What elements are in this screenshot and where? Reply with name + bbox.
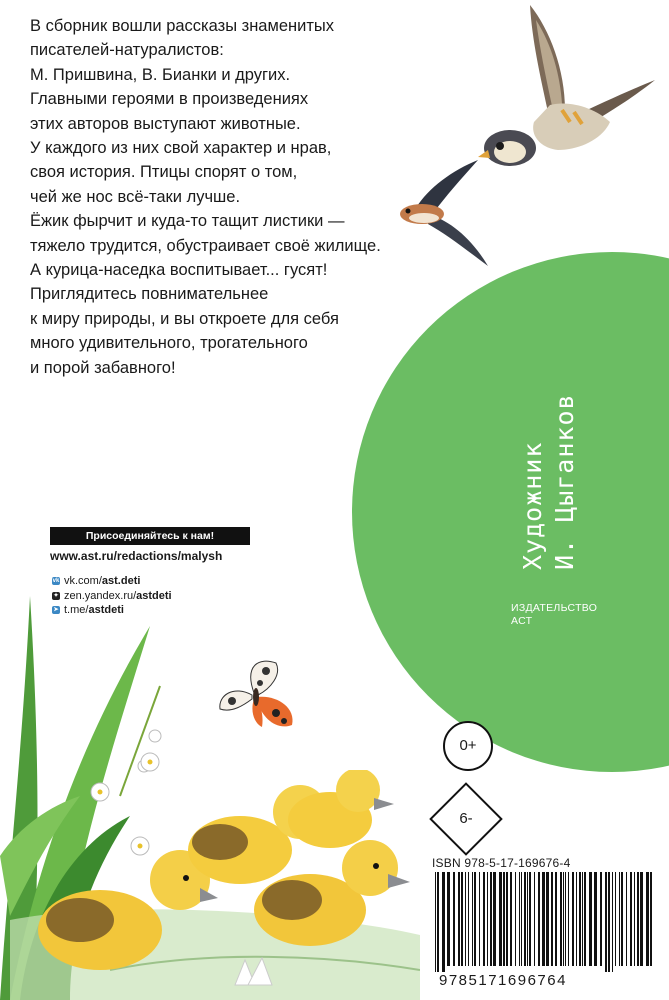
- barcode-bar: [458, 872, 460, 966]
- barcode-bar: [612, 872, 613, 972]
- website-link[interactable]: www.ast.ru/redactions/malysh: [50, 549, 223, 563]
- barcode-bar: [630, 872, 632, 966]
- publisher-line-2: АСТ: [511, 615, 533, 627]
- moth-illustration: [214, 655, 300, 735]
- barcode-bar: [472, 872, 473, 966]
- barcode-bar: [546, 872, 549, 966]
- ducklings-illustration: [10, 770, 420, 1000]
- barcode: [433, 872, 655, 972]
- barcode-bar: [646, 872, 649, 966]
- description-line: В сборник вошли рассказы знаменитых: [30, 17, 335, 35]
- description-line: чей же нос всё-таки лучше.: [30, 187, 241, 206]
- barcode-bar: [640, 872, 643, 966]
- barcode-bar: [579, 872, 581, 966]
- barcode-bar: [565, 872, 566, 966]
- barcode-bar: [435, 872, 436, 972]
- barcode-bar: [594, 872, 597, 966]
- barcode-bar: [490, 872, 492, 966]
- falcon-illustration: [470, 0, 660, 185]
- description-line: писателей-натуралистов:: [30, 41, 224, 60]
- barcode-bar: [474, 872, 476, 966]
- swallow-illustration: [398, 158, 498, 270]
- description-line: этих авторов выступают животные.: [30, 114, 301, 133]
- zen-icon: ✦: [53, 592, 59, 599]
- barcode-bar: [437, 872, 439, 972]
- barcode-bar: [534, 872, 535, 966]
- barcode-bar: [560, 872, 562, 966]
- barcode-bar: [442, 872, 445, 972]
- barcode-bar: [453, 872, 455, 966]
- age-rating-diamond-label: 6-: [459, 810, 473, 827]
- social-link-vk[interactable]: [52, 574, 172, 589]
- barcode-bar: [619, 872, 620, 966]
- barcode-bar: [605, 872, 607, 972]
- barcode-bar: [527, 872, 528, 966]
- barcode-bar: [650, 872, 652, 966]
- illustrator-credit: [517, 280, 581, 570]
- barcode-bar: [563, 872, 564, 966]
- description-line: и порой забавного!: [30, 358, 176, 377]
- barcode-bar: [447, 872, 450, 966]
- description-line: Приглядитесь повнимательнее: [30, 285, 269, 304]
- barcode-bar: [524, 872, 526, 966]
- description-line: своя история. Птицы спорят о том,: [30, 163, 298, 182]
- description-line: к миру природы, и вы откроете для себя: [30, 309, 339, 328]
- description-line: М. Пришвина, В. Бианки и других.: [30, 65, 291, 84]
- social-link-text: vk.com/ast.deti: [64, 575, 141, 587]
- barcode-bar: [555, 872, 557, 966]
- social-link-text: zen.yandex.ru/astdeti: [64, 589, 172, 602]
- description-line: А курица-наседка воспитывает... гусят!: [30, 261, 328, 280]
- barcode-bar: [608, 872, 610, 972]
- barcode-bar: [626, 872, 627, 966]
- social-link-text: t.me/astdeti: [64, 604, 124, 616]
- description-text: [30, 14, 430, 380]
- barcode-bar: [615, 872, 616, 966]
- illustrator-name: И. Цыганков: [550, 393, 579, 570]
- barcode-bar: [529, 872, 531, 966]
- barcode-bar: [551, 872, 553, 966]
- barcode-bar: [521, 872, 522, 966]
- barcode-bar: [468, 872, 469, 966]
- barcode-bar: [621, 872, 623, 966]
- barcode-bar: [515, 872, 516, 966]
- barcode-bar: [493, 872, 496, 966]
- description-line: У каждого из них свой характер и нрав,: [30, 139, 332, 158]
- description-line: тяжело трудится, обустраивает своё жилище.: [30, 236, 381, 255]
- barcode-bar: [510, 872, 512, 966]
- barcode-bar: [499, 872, 502, 966]
- barcode-bar: [568, 872, 569, 966]
- barcode-bar: [538, 872, 540, 966]
- barcode-bar: [634, 872, 635, 966]
- barcode-bar: [572, 872, 574, 966]
- barcode-bar: [461, 872, 463, 966]
- barcode-bar: [576, 872, 577, 966]
- age-rating-badge: 0+: [443, 721, 493, 771]
- barcode-bar: [483, 872, 485, 966]
- telegram-icon: ➤: [53, 607, 59, 614]
- barcode-bar: [600, 872, 602, 966]
- barcode-bar: [519, 872, 520, 966]
- barcode-bar: [584, 872, 586, 966]
- isbn-label: ISBN 978-5-17-169676-4: [432, 856, 571, 870]
- barcode-digits: 9785171696764: [439, 972, 567, 989]
- barcode-bar: [487, 872, 488, 966]
- vk-icon: vk: [52, 578, 60, 585]
- barcode-bar: [542, 872, 545, 966]
- barcode-bar: [589, 872, 592, 966]
- publisher-label: [511, 602, 597, 628]
- barcode-bar: [637, 872, 639, 966]
- barcode-bar: [479, 872, 480, 966]
- barcode-bar: [503, 872, 505, 966]
- barcode-bar: [506, 872, 508, 966]
- illustrator-role: Художник: [518, 441, 547, 570]
- join-banner: Присоединяйтесь к нам!: [50, 527, 250, 545]
- barcode-bar: [582, 872, 583, 966]
- publisher-line-1: ИЗДАТЕЛЬСТВО: [511, 602, 598, 614]
- barcode-bar: [465, 872, 466, 966]
- description-line: Ёжик фырчит и куда-то тащит листики —: [30, 212, 345, 231]
- description-line: много удивительного, трогательного: [30, 334, 308, 353]
- description-line: Главными героями в произведениях: [30, 90, 309, 109]
